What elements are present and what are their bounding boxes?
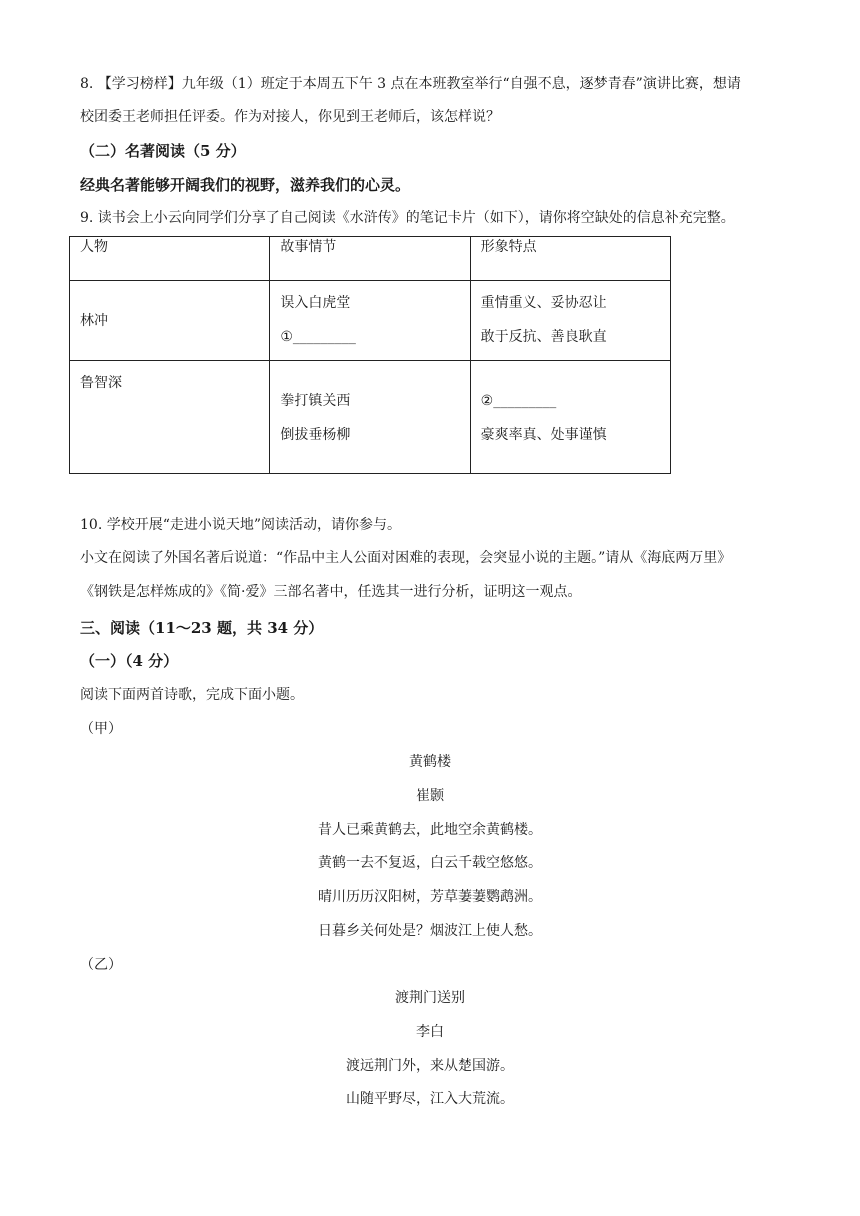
poem-line: 日暮乡关何处是？烟波江上使人愁。: [318, 923, 542, 939]
section-classics-heading: （二）名著阅读（5 分）: [80, 142, 246, 160]
poem-b-title: 渡荆门送别: [395, 990, 465, 1006]
section-reading-heading: 三、阅读（11～23 题，共 34 分）: [80, 619, 324, 637]
poem-a-title: 黄鹤楼: [409, 754, 451, 770]
table-cell-plots: [270, 361, 470, 474]
plot-item: 拳打镇关西: [280, 393, 351, 409]
trait-item: 敢于反抗、善良耿直: [480, 329, 607, 345]
poem-a-label: （甲）: [80, 721, 122, 737]
reading-instruction: 阅读下面两首诗歌，完成下面小题。: [80, 687, 304, 703]
q10-line-1: 10. 学校开展“走进小说天地”阅读活动，请你参与。: [80, 517, 402, 533]
table-row: [70, 361, 671, 474]
trait-item: 重情重义、妥协忍让: [480, 295, 607, 311]
q9-text: 9. 读书会上小云向同学们分享了自己阅读《水浒传》的笔记卡片（如下），请你将空缺处的信息补充完整。: [80, 210, 735, 226]
poem-a-author: 崔颢: [416, 788, 444, 804]
q10-line-3: 《钢铁是怎样炼成的》《简·爱》三部名著中，任选其一进行分析，证明这一观点。: [80, 584, 582, 600]
plot-blank-1[interactable]: ①_________: [280, 329, 356, 345]
table-header-row: [70, 237, 671, 281]
poem-b-author: 李白: [416, 1024, 444, 1040]
reading-notes-table: [69, 236, 671, 474]
table-row: [70, 281, 671, 361]
q8-line-2: 校团委王老师担任评委。作为对接人，你见到王老师后，该怎样说？: [80, 109, 500, 125]
poem-line: 黄鹤一去不复返，白云千载空悠悠。: [318, 855, 542, 871]
trait-item: 豪爽率真、处事谨慎: [480, 427, 607, 443]
section-classics-subheading: 经典名著能够开阔我们的视野，滋养我们的心灵。: [80, 176, 411, 194]
table-cell-plots: [270, 281, 470, 361]
table-cell-character: 林冲: [70, 281, 270, 361]
poem-line: 昔人已乘黄鹤去，此地空余黄鹤楼。: [318, 822, 542, 838]
trait-blank-2[interactable]: ②_________: [480, 393, 557, 409]
section-reading-sub: （一）（4 分）: [80, 652, 179, 670]
table-header-character: 人物: [70, 237, 270, 281]
table-header-plot: 故事情节: [270, 237, 470, 281]
table-cell-traits: [470, 281, 670, 361]
table-cell-character: 鲁智深: [70, 361, 270, 474]
poem-line: 山随平野尽，江入大荒流。: [346, 1091, 514, 1107]
poem-line: 渡远荆门外，来从楚国游。: [346, 1058, 514, 1074]
plot-item: 误入白虎堂: [280, 295, 351, 311]
poem-b-label: （乙）: [80, 957, 122, 973]
table-cell-traits: [470, 361, 670, 474]
poem-line: 晴川历历汉阳树，芳草萋萋鹦鹉洲。: [318, 889, 542, 905]
plot-item: 倒拔垂杨柳: [280, 427, 351, 443]
table-header-traits: 形象特点: [470, 237, 670, 281]
q10-line-2: 小文在阅读了外国名著后说道：“作品中主人公面对困难的表现，会突显小说的主题。”请从《海底两万里》: [80, 550, 732, 566]
q8-line-1: 8. 【学习榜样】九年级（1）班定于本周五下午 3 点在本班教室举行“自强不息，逐梦青春”演讲比赛，想请: [80, 76, 741, 92]
